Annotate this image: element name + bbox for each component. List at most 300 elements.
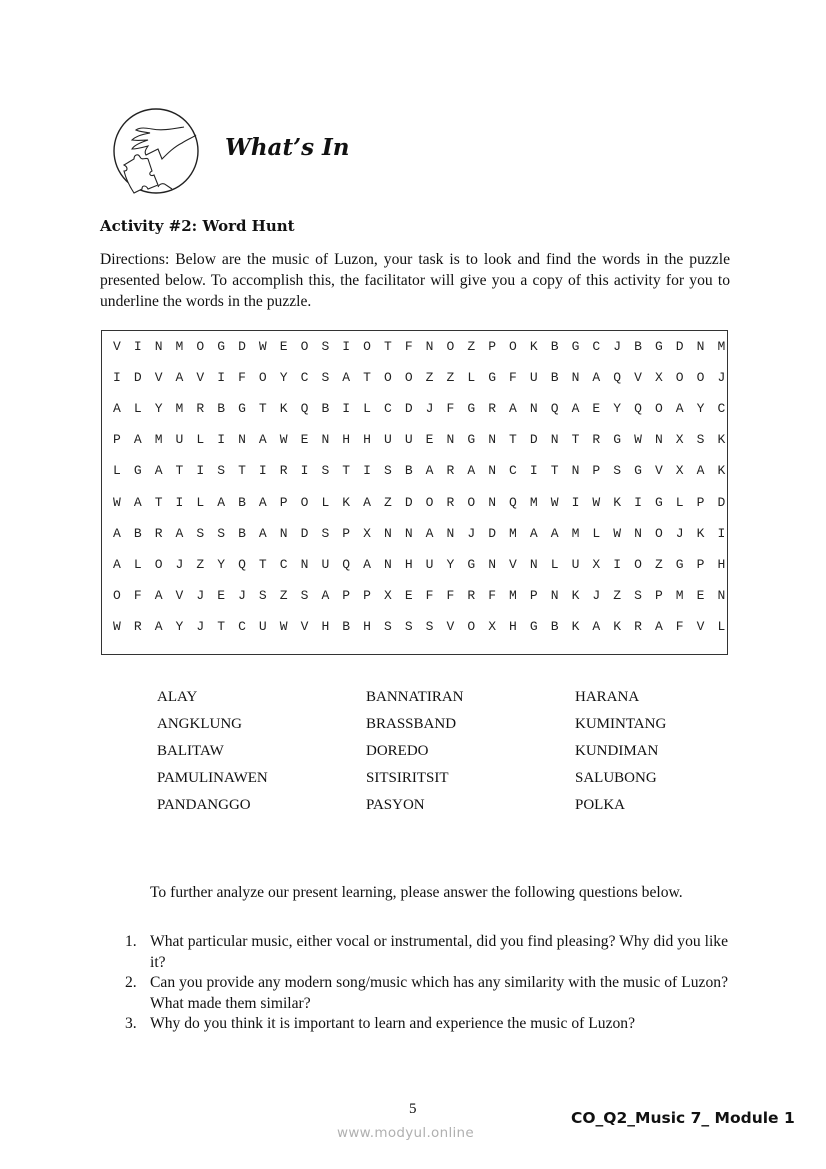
puzzle-letter[interactable]: X (592, 556, 601, 572)
puzzle-letter[interactable]: E (696, 587, 705, 603)
puzzle-letter[interactable]: Y (696, 401, 705, 417)
puzzle-letter[interactable]: A (321, 587, 330, 603)
puzzle-letter[interactable]: A (154, 463, 163, 479)
puzzle-letter[interactable]: F (509, 370, 517, 386)
puzzle-letter[interactable]: Z (383, 494, 392, 510)
puzzle-letter[interactable]: A (113, 401, 121, 417)
puzzle-letter[interactable]: K (529, 339, 538, 354)
puzzle-letter[interactable]: I (342, 401, 351, 417)
puzzle-letter[interactable]: U (529, 370, 538, 386)
puzzle-letter[interactable]: B (238, 494, 246, 510)
puzzle-letter[interactable]: C (279, 556, 288, 572)
puzzle-letter[interactable]: V (175, 587, 184, 603)
puzzle-letter[interactable]: A (113, 525, 121, 541)
puzzle-letter[interactable]: R (446, 494, 455, 510)
puzzle-letter[interactable]: F (404, 339, 413, 354)
puzzle-letter[interactable]: H (717, 556, 726, 572)
puzzle-letter[interactable]: E (425, 432, 434, 448)
puzzle-letter[interactable]: L (592, 525, 601, 541)
puzzle-letter[interactable]: Y (279, 370, 288, 386)
puzzle-letter[interactable]: Q (238, 556, 246, 572)
puzzle-letter[interactable]: Q (634, 401, 642, 417)
puzzle-letter[interactable]: D (675, 339, 684, 354)
puzzle-letter[interactable]: N (529, 401, 538, 417)
puzzle-letter[interactable]: I (717, 525, 726, 541)
puzzle-letter[interactable]: N (550, 587, 559, 603)
puzzle-letter[interactable]: J (467, 525, 476, 541)
puzzle-letter[interactable]: O (654, 525, 663, 541)
puzzle-letter[interactable]: C (383, 401, 392, 417)
puzzle-letter[interactable]: N (550, 432, 559, 448)
puzzle-letter[interactable]: N (696, 339, 705, 354)
puzzle-letter[interactable]: A (696, 463, 705, 479)
puzzle-letter[interactable]: M (175, 339, 184, 354)
puzzle-letter[interactable]: P (654, 587, 663, 603)
puzzle-letter[interactable]: U (321, 556, 330, 572)
puzzle-letter[interactable]: Q (509, 494, 517, 510)
puzzle-letter[interactable]: P (342, 525, 351, 541)
puzzle-letter[interactable]: A (258, 432, 267, 448)
puzzle-letter[interactable]: O (363, 339, 371, 354)
puzzle-letter[interactable]: L (675, 494, 684, 510)
puzzle-letter[interactable]: H (404, 556, 413, 572)
puzzle-letter[interactable]: P (113, 432, 121, 448)
puzzle-letter[interactable]: V (196, 370, 205, 386)
puzzle-letter[interactable]: A (509, 401, 517, 417)
puzzle-letter[interactable]: A (154, 587, 163, 603)
puzzle-letter[interactable]: G (675, 556, 684, 572)
puzzle-letter[interactable]: R (446, 463, 455, 479)
puzzle-letter[interactable]: A (258, 525, 267, 541)
puzzle-letter[interactable]: E (300, 432, 309, 448)
puzzle-letter[interactable]: K (613, 494, 622, 510)
puzzle-letter[interactable]: O (696, 370, 705, 386)
puzzle-letter[interactable]: D (133, 370, 142, 386)
puzzle-letter[interactable]: R (467, 587, 476, 603)
puzzle-letter[interactable]: I (217, 370, 226, 386)
puzzle-letter[interactable]: M (675, 587, 684, 603)
puzzle-letter[interactable]: I (529, 463, 538, 479)
puzzle-letter[interactable]: L (133, 556, 142, 572)
puzzle-letter[interactable]: G (529, 618, 538, 634)
puzzle-letter[interactable]: V (509, 556, 517, 572)
puzzle-letter[interactable]: J (613, 339, 622, 354)
puzzle-letter[interactable]: U (404, 432, 413, 448)
puzzle-letter[interactable]: A (175, 525, 184, 541)
puzzle-letter[interactable]: P (696, 556, 705, 572)
puzzle-letter[interactable]: O (654, 401, 663, 417)
puzzle-letter[interactable]: T (238, 463, 246, 479)
puzzle-letter[interactable]: X (675, 432, 684, 448)
puzzle-letter[interactable]: S (196, 525, 205, 541)
puzzle-letter[interactable]: N (529, 556, 538, 572)
puzzle-letter[interactable]: O (467, 494, 476, 510)
puzzle-letter[interactable]: I (342, 339, 351, 354)
puzzle-letter[interactable]: T (550, 463, 559, 479)
puzzle-letter[interactable]: T (363, 370, 371, 386)
puzzle-letter[interactable]: R (154, 525, 163, 541)
puzzle-letter[interactable]: F (425, 587, 434, 603)
puzzle-letter[interactable]: I (217, 432, 226, 448)
puzzle-letter[interactable]: O (196, 339, 205, 354)
puzzle-letter[interactable]: B (321, 401, 330, 417)
puzzle-letter[interactable]: C (592, 339, 601, 354)
puzzle-letter[interactable]: G (133, 463, 142, 479)
puzzle-letter[interactable]: M (154, 432, 163, 448)
puzzle-letter[interactable]: T (154, 494, 163, 510)
puzzle-letter[interactable]: D (238, 339, 246, 354)
puzzle-letter[interactable]: N (383, 556, 392, 572)
puzzle-letter[interactable]: N (383, 525, 392, 541)
puzzle-letter[interactable]: J (592, 587, 601, 603)
puzzle-letter[interactable]: I (634, 494, 642, 510)
puzzle-letter[interactable]: T (571, 432, 580, 448)
puzzle-letter[interactable]: G (654, 339, 663, 354)
puzzle-letter[interactable]: K (613, 618, 622, 634)
puzzle-letter[interactable]: N (279, 525, 288, 541)
puzzle-letter[interactable]: S (634, 587, 642, 603)
puzzle-letter[interactable]: A (467, 463, 476, 479)
puzzle-letter[interactable]: F (238, 370, 246, 386)
puzzle-letter[interactable]: N (634, 525, 642, 541)
puzzle-letter[interactable]: N (404, 525, 413, 541)
puzzle-letter[interactable]: G (613, 432, 622, 448)
puzzle-letter[interactable]: U (571, 556, 580, 572)
puzzle-letter[interactable]: E (592, 401, 601, 417)
puzzle-letter[interactable]: K (696, 525, 705, 541)
puzzle-letter[interactable]: G (571, 339, 580, 354)
puzzle-letter[interactable]: Z (467, 339, 476, 354)
puzzle-letter[interactable]: R (133, 618, 142, 634)
puzzle-letter[interactable]: S (321, 525, 330, 541)
puzzle-letter[interactable]: K (717, 432, 726, 448)
puzzle-letter[interactable]: R (592, 432, 601, 448)
puzzle-letter[interactable]: P (488, 339, 496, 354)
puzzle-letter[interactable]: O (258, 370, 267, 386)
puzzle-letter[interactable]: E (217, 587, 226, 603)
puzzle-letter[interactable]: A (592, 618, 601, 634)
puzzle-letter[interactable]: V (154, 370, 163, 386)
puzzle-letter[interactable]: T (258, 556, 267, 572)
puzzle-letter[interactable]: B (238, 525, 246, 541)
puzzle-letter[interactable]: B (634, 339, 642, 354)
puzzle-letter[interactable]: U (258, 618, 267, 634)
puzzle-letter[interactable]: T (383, 339, 392, 354)
puzzle-letter[interactable]: W (113, 494, 121, 510)
puzzle-letter[interactable]: N (488, 556, 496, 572)
puzzle-letter[interactable]: P (363, 587, 371, 603)
puzzle-letter[interactable]: O (113, 587, 121, 603)
puzzle-letter[interactable]: Y (217, 556, 226, 572)
puzzle-letter[interactable]: G (488, 370, 496, 386)
puzzle-letter[interactable]: F (133, 587, 142, 603)
puzzle-letter[interactable]: D (300, 525, 309, 541)
puzzle-letter[interactable]: D (404, 494, 413, 510)
puzzle-letter[interactable]: J (196, 618, 205, 634)
puzzle-letter[interactable]: A (654, 618, 663, 634)
puzzle-letter[interactable]: V (300, 618, 309, 634)
puzzle-letter[interactable]: F (488, 587, 496, 603)
puzzle-letter[interactable]: T (342, 463, 351, 479)
puzzle-letter[interactable]: N (717, 587, 726, 603)
puzzle-letter[interactable]: G (217, 339, 226, 354)
puzzle-letter[interactable]: S (425, 618, 434, 634)
puzzle-letter[interactable]: P (592, 463, 601, 479)
puzzle-letter[interactable]: O (467, 618, 476, 634)
puzzle-letter[interactable]: F (446, 401, 455, 417)
puzzle-letter[interactable]: V (634, 370, 642, 386)
puzzle-letter[interactable]: B (550, 339, 559, 354)
puzzle-letter[interactable]: Z (613, 587, 622, 603)
puzzle-letter[interactable]: Y (446, 556, 455, 572)
puzzle-letter[interactable]: M (529, 494, 538, 510)
puzzle-letter[interactable]: S (321, 463, 330, 479)
puzzle-letter[interactable]: V (696, 618, 705, 634)
puzzle-letter[interactable]: N (446, 525, 455, 541)
puzzle-letter[interactable]: K (571, 587, 580, 603)
puzzle-letter[interactable]: S (383, 463, 392, 479)
puzzle-letter[interactable]: X (363, 525, 371, 541)
puzzle-letter[interactable]: V (654, 463, 663, 479)
puzzle-letter[interactable]: J (425, 401, 434, 417)
puzzle-letter[interactable]: R (279, 463, 288, 479)
puzzle-letter[interactable]: A (133, 494, 142, 510)
puzzle-letter[interactable]: Z (279, 587, 288, 603)
puzzle-letter[interactable]: Q (300, 401, 309, 417)
puzzle-letter[interactable]: J (196, 587, 205, 603)
puzzle-letter[interactable]: O (300, 494, 309, 510)
puzzle-letter[interactable]: W (592, 494, 601, 510)
puzzle-letter[interactable]: M (571, 525, 580, 541)
puzzle-letter[interactable]: N (238, 432, 246, 448)
puzzle-letter[interactable]: I (133, 339, 142, 354)
puzzle-letter[interactable]: N (571, 463, 580, 479)
puzzle-letter[interactable]: B (550, 370, 559, 386)
puzzle-letter[interactable]: I (613, 556, 622, 572)
puzzle-letter[interactable]: L (550, 556, 559, 572)
puzzle-letter[interactable]: O (404, 370, 413, 386)
puzzle-letter[interactable]: K (279, 401, 288, 417)
puzzle-letter[interactable]: C (509, 463, 517, 479)
puzzle-letter[interactable]: K (571, 618, 580, 634)
puzzle-letter[interactable]: N (321, 432, 330, 448)
puzzle-letter[interactable]: A (363, 494, 371, 510)
puzzle-letter[interactable]: A (550, 525, 559, 541)
puzzle-letter[interactable]: O (675, 370, 684, 386)
puzzle-letter[interactable]: W (613, 525, 622, 541)
puzzle-letter[interactable]: Z (654, 556, 663, 572)
puzzle-letter[interactable]: X (654, 370, 663, 386)
puzzle-letter[interactable]: X (675, 463, 684, 479)
puzzle-letter[interactable]: H (363, 432, 371, 448)
puzzle-letter[interactable]: U (425, 556, 434, 572)
puzzle-letter[interactable]: L (133, 401, 142, 417)
puzzle-letter[interactable]: H (363, 618, 371, 634)
puzzle-letter[interactable]: R (196, 401, 205, 417)
puzzle-letter[interactable]: N (425, 339, 434, 354)
puzzle-letter[interactable]: W (550, 494, 559, 510)
puzzle-letter[interactable]: L (467, 370, 476, 386)
puzzle-letter[interactable]: J (717, 370, 726, 386)
puzzle-letter[interactable]: N (488, 463, 496, 479)
puzzle-letter[interactable]: P (529, 587, 538, 603)
puzzle-letter[interactable]: N (488, 494, 496, 510)
puzzle-letter[interactable]: O (446, 339, 455, 354)
puzzle-letter[interactable]: P (279, 494, 288, 510)
puzzle-letter[interactable]: S (321, 370, 330, 386)
puzzle-letter[interactable]: G (467, 556, 476, 572)
puzzle-letter[interactable]: B (404, 463, 413, 479)
puzzle-letter[interactable]: E (279, 339, 288, 354)
puzzle-letter[interactable]: I (258, 463, 267, 479)
puzzle-letter[interactable]: I (113, 370, 121, 386)
puzzle-letter[interactable]: S (217, 463, 226, 479)
puzzle-letter[interactable]: O (300, 339, 309, 354)
puzzle-letter[interactable]: L (321, 494, 330, 510)
puzzle-letter[interactable]: G (238, 401, 246, 417)
puzzle-letter[interactable]: S (613, 463, 622, 479)
puzzle-letter[interactable]: A (529, 525, 538, 541)
puzzle-letter[interactable]: W (258, 339, 267, 354)
puzzle-letter[interactable]: D (717, 494, 726, 510)
puzzle-letter[interactable]: I (363, 463, 371, 479)
puzzle-letter[interactable]: A (133, 432, 142, 448)
puzzle-letter[interactable]: L (113, 463, 121, 479)
puzzle-letter[interactable]: H (321, 618, 330, 634)
puzzle-letter[interactable]: W (279, 618, 288, 634)
puzzle-letter[interactable]: N (488, 432, 496, 448)
puzzle-letter[interactable]: A (154, 618, 163, 634)
puzzle-letter[interactable]: L (196, 494, 205, 510)
puzzle-letter[interactable]: A (363, 556, 371, 572)
puzzle-letter[interactable]: L (717, 618, 726, 634)
puzzle-letter[interactable]: B (133, 525, 142, 541)
puzzle-letter[interactable]: I (175, 494, 184, 510)
puzzle-letter[interactable]: H (509, 618, 517, 634)
puzzle-letter[interactable]: M (717, 339, 726, 354)
puzzle-letter[interactable]: S (696, 432, 705, 448)
puzzle-letter[interactable]: U (175, 432, 184, 448)
puzzle-letter[interactable]: A (113, 556, 121, 572)
puzzle-letter[interactable]: Y (154, 401, 163, 417)
puzzle-letter[interactable]: B (217, 401, 226, 417)
puzzle-letter[interactable]: G (467, 432, 476, 448)
puzzle-letter[interactable]: S (404, 618, 413, 634)
puzzle-letter[interactable]: Z (446, 370, 455, 386)
puzzle-letter[interactable]: C (238, 618, 246, 634)
puzzle-letter[interactable]: L (196, 432, 205, 448)
puzzle-letter[interactable]: D (404, 401, 413, 417)
puzzle-letter[interactable]: A (342, 370, 351, 386)
puzzle-letter[interactable]: D (529, 432, 538, 448)
puzzle-letter[interactable]: W (279, 432, 288, 448)
puzzle-letter[interactable]: W (113, 618, 121, 634)
puzzle-letter[interactable]: J (675, 525, 684, 541)
puzzle-letter[interactable]: A (425, 463, 434, 479)
puzzle-letter[interactable]: O (509, 339, 517, 354)
puzzle-letter[interactable]: C (300, 370, 309, 386)
puzzle-letter[interactable]: U (383, 432, 392, 448)
puzzle-letter[interactable]: H (342, 432, 351, 448)
puzzle-letter[interactable]: A (571, 401, 580, 417)
puzzle-letter[interactable]: S (383, 618, 392, 634)
puzzle-letter[interactable]: J (238, 587, 246, 603)
puzzle-letter[interactable]: T (509, 432, 517, 448)
puzzle-letter[interactable]: A (175, 370, 184, 386)
puzzle-letter[interactable]: T (175, 463, 184, 479)
puzzle-letter[interactable]: B (342, 618, 351, 634)
puzzle-letter[interactable]: L (363, 401, 371, 417)
puzzle-letter[interactable]: X (488, 618, 496, 634)
puzzle-letter[interactable]: Q (613, 370, 622, 386)
puzzle-letter[interactable]: N (446, 432, 455, 448)
puzzle-letter[interactable]: I (196, 463, 205, 479)
puzzle-letter[interactable]: D (488, 525, 496, 541)
puzzle-letter[interactable]: Q (342, 556, 351, 572)
puzzle-letter[interactable]: K (342, 494, 351, 510)
puzzle-letter[interactable]: G (634, 463, 642, 479)
puzzle-letter[interactable]: C (717, 401, 726, 417)
puzzle-letter[interactable]: T (258, 401, 267, 417)
puzzle-letter[interactable]: A (217, 494, 226, 510)
puzzle-letter[interactable]: S (258, 587, 267, 603)
puzzle-letter[interactable]: N (300, 556, 309, 572)
puzzle-letter[interactable]: M (509, 525, 517, 541)
puzzle-letter[interactable]: B (550, 618, 559, 634)
puzzle-letter[interactable]: I (300, 463, 309, 479)
puzzle-letter[interactable]: Z (425, 370, 434, 386)
puzzle-letter[interactable]: A (592, 370, 601, 386)
puzzle-letter[interactable]: E (404, 587, 413, 603)
puzzle-letter[interactable]: Z (196, 556, 205, 572)
puzzle-letter[interactable]: A (675, 401, 684, 417)
puzzle-letter[interactable]: S (217, 525, 226, 541)
puzzle-letter[interactable]: Q (550, 401, 559, 417)
puzzle-letter[interactable]: A (258, 494, 267, 510)
puzzle-letter[interactable]: K (717, 463, 726, 479)
puzzle-letter[interactable]: O (634, 556, 642, 572)
puzzle-letter[interactable]: G (654, 494, 663, 510)
puzzle-letter[interactable]: V (113, 339, 121, 354)
puzzle-letter[interactable]: O (425, 494, 434, 510)
puzzle-letter[interactable]: N (654, 432, 663, 448)
puzzle-letter[interactable]: N (154, 339, 163, 354)
puzzle-letter[interactable]: J (175, 556, 184, 572)
puzzle-letter[interactable]: Y (613, 401, 622, 417)
puzzle-letter[interactable]: S (321, 339, 330, 354)
puzzle-letter[interactable]: S (300, 587, 309, 603)
puzzle-letter[interactable]: N (571, 370, 580, 386)
puzzle-letter[interactable]: F (446, 587, 455, 603)
puzzle-letter[interactable]: R (488, 401, 496, 417)
puzzle-letter[interactable]: F (675, 618, 684, 634)
puzzle-letter[interactable]: M (175, 401, 184, 417)
puzzle-letter[interactable]: R (634, 618, 642, 634)
puzzle-letter[interactable]: O (383, 370, 392, 386)
puzzle-letter[interactable]: O (154, 556, 163, 572)
puzzle-letter[interactable]: G (467, 401, 476, 417)
puzzle-letter[interactable]: I (571, 494, 580, 510)
puzzle-letter[interactable]: P (696, 494, 705, 510)
puzzle-letter[interactable]: P (342, 587, 351, 603)
puzzle-letter[interactable]: W (634, 432, 642, 448)
puzzle-letter[interactable]: V (446, 618, 455, 634)
puzzle-letter[interactable]: M (509, 587, 517, 603)
puzzle-letter[interactable]: Y (175, 618, 184, 634)
puzzle-letter[interactable]: A (425, 525, 434, 541)
puzzle-letter[interactable]: X (383, 587, 392, 603)
puzzle-letter[interactable]: T (217, 618, 226, 634)
